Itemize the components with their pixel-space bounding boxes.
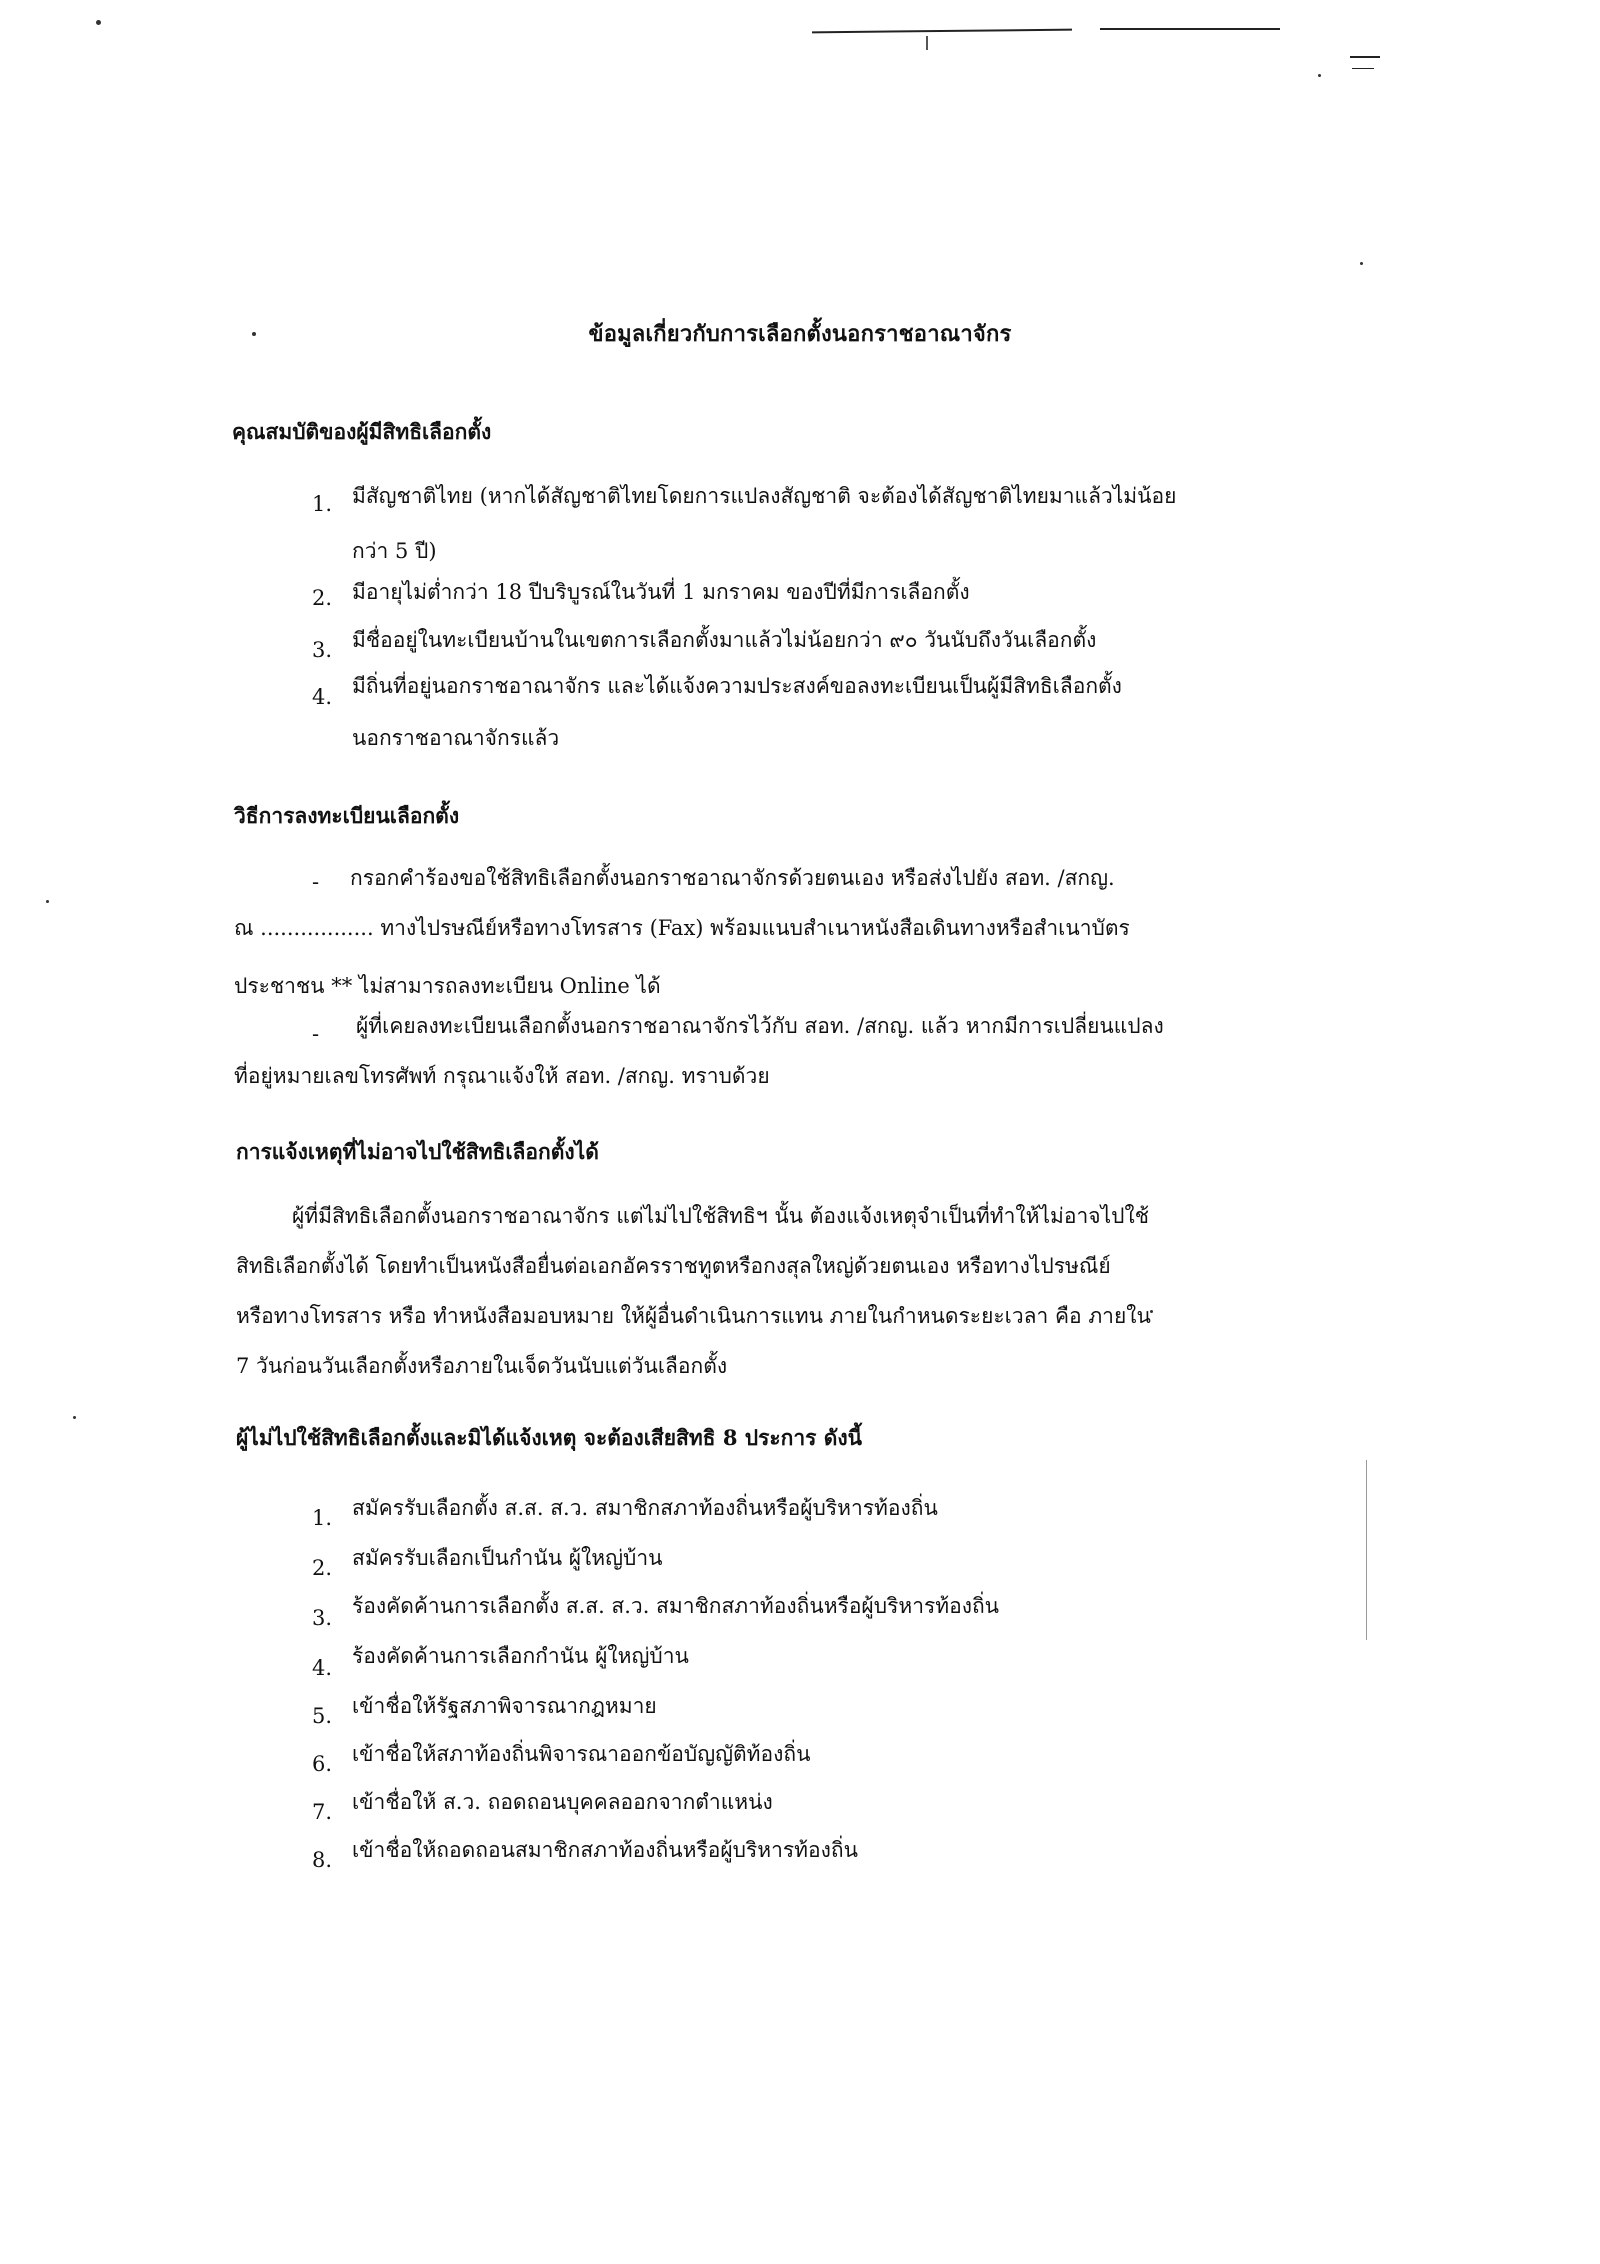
qualification-number: 3.: [312, 638, 333, 662]
scan-artifact-line: [1100, 28, 1280, 30]
qualification-item-text: มีสัญชาติไทย (หากได้สัญชาติไทยโดยการแปลงสัญชาติ จะต้องได้สัญชาติไทยมาแล้วไม่น้อย: [352, 484, 1177, 508]
registration-text: ประชาชน ** ไม่สามารถลงทะเบียน Online ได้: [234, 974, 661, 998]
notification-text: หรือทางโทรสาร หรือ ทำหนังสือมอบหมาย ให้ผู้อื่นดำเนินการแทน ภายในกำหนดระยะเวลา คือ ภายใน: [236, 1304, 1151, 1328]
penalty-item-text: เข้าชื่อให้ ส.ว. ถอดถอนบุคคลออกจากตำแหน่ง: [352, 1790, 773, 1814]
qualification-item-text: มีชื่ออยู่ในทะเบียนบ้านในเขตการเลือกตั้งมาแล้วไม่น้อยกว่า ๙๐ วันนับถึงวันเลือกตั้ง: [352, 628, 1097, 652]
penalty-item-text: ร้องคัดค้านการเลือกกำนัน ผู้ใหญ่บ้าน: [352, 1644, 689, 1668]
qualification-number: 1.: [312, 492, 333, 516]
notification-text: ผู้ที่มีสิทธิเลือกตั้งนอกราชอาณาจักร แต่ไม่ไปใช้สิทธิฯ นั้น ต้องแจ้งเหตุจำเป็นที่ทำให้ไม่อาจไปใช้: [292, 1204, 1150, 1228]
penalty-number: 3.: [312, 1606, 333, 1630]
penalty-item-text: เข้าชื่อให้สภาท้องถิ่นพิจารณาออกข้อบัญญัติท้องถิ่น: [352, 1742, 811, 1766]
qualification-item-text: มีอายุไม่ต่ำกว่า 18 ปีบริบูรณ์ในวันที่ 1 มกราคม ของปีที่มีการเลือกตั้ง: [352, 580, 970, 604]
scan-artifact-line: [1352, 68, 1374, 69]
scan-artifact-dot: [1360, 262, 1363, 265]
registration-text: ณ ................. ทางไปรษณีย์หรือทางโทรสาร (Fax) พร้อมแนบสำเนาหนังสือเดินทางหรือสำเนาบัตร: [234, 916, 1130, 940]
qualification-item-text: กว่า 5 ปี): [352, 539, 437, 563]
qualification-number: 2.: [312, 586, 333, 610]
bullet-dash: -: [312, 870, 320, 894]
qualification-number: 4.: [312, 685, 333, 709]
registration-text: ที่อยู่หมายเลขโทรศัพท์ กรุณาแจ้งให้ สอท. /สกญ. ทราบด้วย: [234, 1064, 770, 1088]
scan-artifact-line: [926, 36, 928, 50]
section-heading-penalties: ผู้ไม่ไปใช้สิทธิเลือกตั้งและมิได้แจ้งเหตุ จะต้องเสียสิทธิ 8 ประการ ดังนี้: [236, 1425, 862, 1450]
registration-text: ผู้ที่เคยลงทะเบียนเลือกตั้งนอกราชอาณาจักรไว้กับ สอท. /สกญ. แล้ว หากมีการเปลี่ยนแปลง: [356, 1014, 1164, 1038]
scan-artifact-line: [1350, 56, 1380, 58]
scan-artifact-dot: [96, 20, 101, 25]
bullet-dash: -: [312, 1022, 320, 1046]
penalty-number: 1.: [312, 1506, 333, 1530]
scan-artifact-dot: [46, 900, 49, 903]
scan-artifact-line: [812, 29, 1072, 34]
penalty-number: 4.: [312, 1656, 333, 1680]
penalty-number: 6.: [312, 1752, 333, 1776]
scan-artifact-dot: [73, 1416, 76, 1419]
qualification-item-text: มีถิ่นที่อยู่นอกราชอาณาจักร และได้แจ้งความประสงค์ขอลงทะเบียนเป็นผู้มีสิทธิเลือกตั้ง: [352, 674, 1122, 698]
notification-text: 7 วันก่อนวันเลือกตั้งหรือภายในเจ็ดวันนับแต่วันเลือกตั้ง: [236, 1354, 728, 1378]
penalty-item-text: ร้องคัดค้านการเลือกตั้ง ส.ส. ส.ว. สมาชิกสภาท้องถิ่นหรือผู้บริหารท้องถิ่น: [352, 1594, 1000, 1618]
section-heading-qualifications: คุณสมบัติของผู้มีสิทธิเลือกตั้ง: [232, 419, 492, 444]
section-heading-registration: วิธีการลงทะเบียนเลือกตั้ง: [234, 803, 460, 828]
qualification-item-text: นอกราชอาณาจักรแล้ว: [352, 726, 560, 750]
scan-artifact-line: [1366, 1460, 1367, 1640]
section-heading-notification: การแจ้งเหตุที่ไม่อาจไปใช้สิทธิเลือกตั้งได้: [236, 1139, 599, 1164]
document-title: ข้อมูลเกี่ยวกับการเลือกตั้งนอกราชอาณาจักร: [588, 321, 1012, 347]
penalty-item-text: สมัครรับเลือกตั้ง ส.ส. ส.ว. สมาชิกสภาท้องถิ่นหรือผู้บริหารท้องถิ่น: [352, 1496, 938, 1520]
penalty-number: 2.: [312, 1556, 333, 1580]
penalty-number: 5.: [312, 1704, 333, 1728]
penalty-item-text: สมัครรับเลือกเป็นกำนัน ผู้ใหญ่บ้าน: [352, 1546, 663, 1570]
penalty-number: 7.: [312, 1800, 333, 1824]
penalty-item-text: เข้าชื่อให้ถอดถอนสมาชิกสภาท้องถิ่นหรือผู้บริหารท้องถิ่น: [352, 1838, 858, 1862]
scan-artifact-dot: [1318, 74, 1321, 77]
penalty-number: 8.: [312, 1848, 333, 1872]
penalty-item-text: เข้าชื่อให้รัฐสภาพิจารณากฎหมาย: [352, 1694, 657, 1718]
notification-text: สิทธิเลือกตั้งได้ โดยทำเป็นหนังสือยื่นต่อเอกอัครราชทูตหรือกงสุลใหญ่ด้วยตนเอง หรือทางไปรษณีย์: [236, 1254, 1111, 1278]
registration-text: กรอกคำร้องขอใช้สิทธิเลือกตั้งนอกราชอาณาจักรด้วยตนเอง หรือส่งไปยัง สอท. /สกญ.: [350, 866, 1115, 890]
